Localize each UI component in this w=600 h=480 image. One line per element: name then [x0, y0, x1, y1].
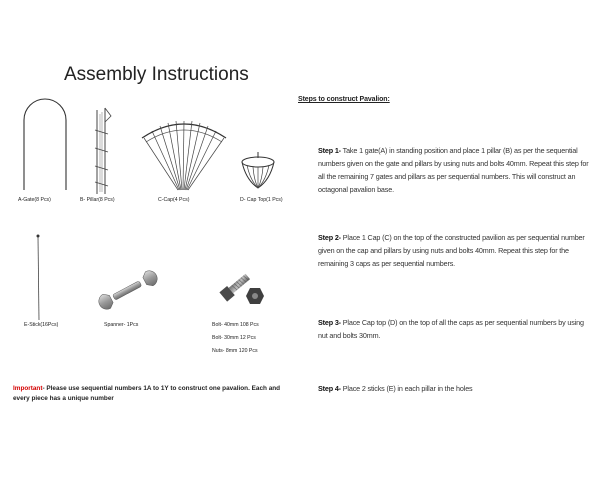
stick-illustration: [34, 232, 44, 322]
step-4-text: Place 2 sticks (E) in each pillar in the holes: [340, 384, 473, 393]
step-1: [318, 144, 590, 196]
step-3-label: Step 3-: [318, 318, 341, 327]
step-2-label: Step 2-: [318, 233, 341, 242]
spanner-label: Spanner- 1Pcs: [104, 322, 139, 328]
step-2-text: Place 1 Cap (C) on the top of the constructed pavilion as per sequential number given on the cap and pillars by using nuts and bolts 40mm. Repeat this step for the remaining 3 caps as per sequential numbers.: [318, 233, 585, 268]
bolt-40-label: Bolt- 40mm 108 Pcs: [212, 322, 259, 328]
cap-top-illustration: [238, 150, 278, 192]
pillar-label: B- Pillar(8 Pcs): [80, 197, 115, 203]
step-1-text: Take 1 gate(A) in standing position and place 1 pillar (B) as per the sequential numbers given on the gate and pillars by using nuts and bolts 40mm. Repeat this step for all the remaining 7 gates and pillars as per sequential numbers. This will construct an octagonal pavalion base.: [318, 146, 589, 194]
step-3-text: Place Cap top (D) on the top of all the caps as per sequential numbers by using nut and bolts 30mm.: [318, 318, 584, 340]
step-2: [318, 231, 590, 270]
important-note: [13, 384, 293, 404]
step-4: [318, 382, 590, 395]
cap-label: C-Cap(4 Pcs): [158, 197, 190, 203]
spanner-illustration: [100, 270, 156, 310]
gate-label: A-Gate(8 Pcs): [18, 197, 51, 203]
steps-title: Steps to construct Pavalion:: [298, 96, 390, 103]
step-4-label: Step 4-: [318, 384, 341, 393]
gate-illustration: [20, 96, 70, 192]
bolt-30-label: Bolt- 30mm 12 Pcs: [212, 335, 256, 341]
stick-label: E-Stick(16Pcs): [24, 322, 59, 328]
cap-illustration: [138, 116, 230, 194]
bolt-nut-illustration: [214, 268, 266, 310]
nuts-label: Nuts- 8mm 120 Pcs: [212, 348, 258, 354]
cap-top-label: D- Cap Top(1 Pcs): [240, 197, 283, 203]
page-title: Assembly Instructions: [64, 64, 249, 85]
important-text: - Please use sequential numbers 1A to 1Y to construct one pavalion. Each and every piece has a unique number: [13, 385, 281, 402]
important-label: Important: [13, 385, 43, 392]
step-3: [318, 316, 590, 342]
pillar-illustration: [90, 108, 114, 196]
step-1-label: Step 1-: [318, 146, 341, 155]
